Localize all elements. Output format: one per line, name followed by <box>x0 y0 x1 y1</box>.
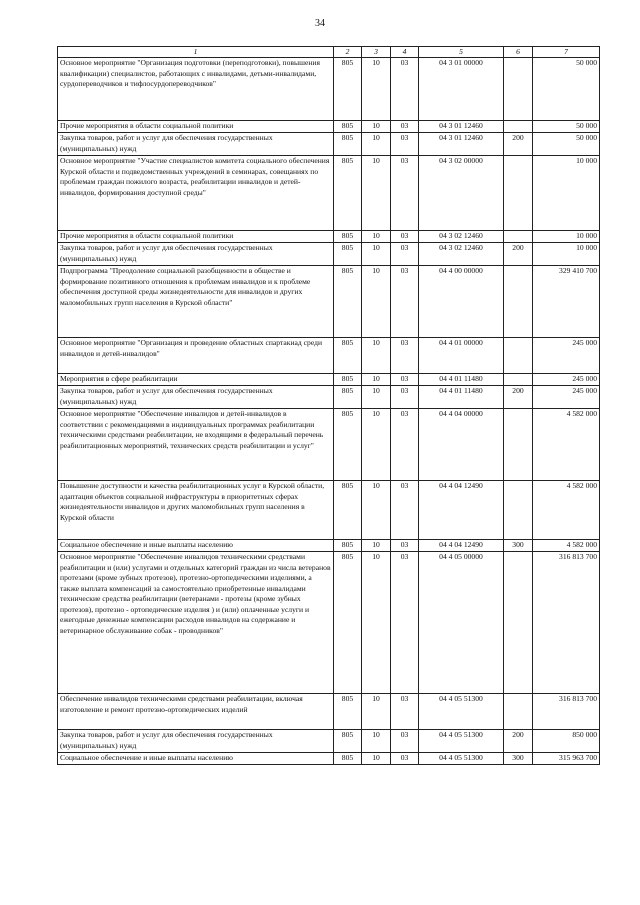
row-amount: 10 000 <box>533 156 600 231</box>
page-number: 34 <box>315 18 325 29</box>
row-subsection: 03 <box>391 374 419 386</box>
row-amount: 4 582 000 <box>533 409 600 481</box>
row-amount: 245 000 <box>533 338 600 374</box>
row-target-article: 04 4 05 51300 <box>419 730 504 753</box>
row-ministry-code: 805 <box>334 481 362 540</box>
row-subsection: 03 <box>391 409 419 481</box>
row-target-article: 04 4 00 00000 <box>419 266 504 338</box>
row-amount: 4 582 000 <box>533 540 600 552</box>
row-target-article: 04 4 04 12490 <box>419 481 504 540</box>
row-expense-type: 200 <box>504 133 533 156</box>
row-expense-type <box>504 266 533 338</box>
row-section: 10 <box>362 121 391 133</box>
row-ministry-code: 805 <box>334 266 362 338</box>
table-row <box>58 730 600 753</box>
row-subsection: 03 <box>391 730 419 753</box>
row-section: 10 <box>362 58 391 121</box>
row-expense-type <box>504 58 533 121</box>
row-section: 10 <box>362 266 391 338</box>
row-amount: 316 813 700 <box>533 552 600 694</box>
row-name: Повышение доступности и качества реабилитационных услуг в Курской области, адаптация объектов социальной инфраструктуры в приоритетных сферах жизнедеятельности инвалидов и других маломобильных групп населения в Курской области <box>58 481 334 540</box>
row-ministry-code: 805 <box>334 409 362 481</box>
row-name: Основное мероприятие "Обеспечение инвалидов техническими средствами реабилитации и (или) услугами и отдельных категорий граждан из числа ветеранов протезами (кроме зубных протезов), протезно-ортопедическими изделиями, а также выплата компенсаций за самостоятельно приобретенные инвалидами технические средства реабилитации (ветеранами - протезы (кроме зубных протезов), протезно - ортопедические изделия ) и (или) оплаченные услуги и ежегодные денежные компенсации расходов инвалидов на содержание и ветеринарное обслуживание собак - проводников" <box>58 552 334 694</box>
row-target-article: 04 3 02 12460 <box>419 243 504 266</box>
header-col-1: 1 <box>58 47 334 58</box>
row-expense-type: 200 <box>504 730 533 753</box>
row-ministry-code: 805 <box>334 386 362 409</box>
table-row <box>58 753 600 765</box>
row-subsection: 03 <box>391 231 419 243</box>
row-section: 10 <box>362 753 391 765</box>
row-ministry-code: 805 <box>334 156 362 231</box>
row-name: Закупка товаров, работ и услуг для обеспечения государственных (муниципальных) нужд <box>58 386 334 409</box>
row-subsection: 03 <box>391 552 419 694</box>
row-expense-type <box>504 121 533 133</box>
row-ministry-code: 805 <box>334 243 362 266</box>
header-col-4: 4 <box>391 47 419 58</box>
row-expense-type <box>504 156 533 231</box>
row-amount: 245 000 <box>533 386 600 409</box>
budget-table <box>57 46 600 765</box>
row-amount: 50 000 <box>533 58 600 121</box>
row-target-article: 04 4 01 00000 <box>419 338 504 374</box>
row-section: 10 <box>362 552 391 694</box>
row-expense-type <box>504 338 533 374</box>
table-row <box>58 694 600 730</box>
row-expense-type: 300 <box>504 753 533 765</box>
row-name: Социальное обеспечение и иные выплаты населению <box>58 753 334 765</box>
row-expense-type <box>504 694 533 730</box>
row-expense-type <box>504 552 533 694</box>
table-row <box>58 386 600 409</box>
row-amount: 50 000 <box>533 121 600 133</box>
row-target-article: 04 4 05 51300 <box>419 694 504 730</box>
row-target-article: 04 4 01 11480 <box>419 374 504 386</box>
header-col-5: 5 <box>419 47 504 58</box>
row-amount: 329 410 700 <box>533 266 600 338</box>
row-amount: 315 963 700 <box>533 753 600 765</box>
row-ministry-code: 805 <box>334 133 362 156</box>
row-expense-type <box>504 481 533 540</box>
row-section: 10 <box>362 231 391 243</box>
row-ministry-code: 805 <box>334 694 362 730</box>
row-expense-type <box>504 374 533 386</box>
row-subsection: 03 <box>391 481 419 540</box>
row-subsection: 03 <box>391 694 419 730</box>
row-name: Подпрограмма "Преодоление социальной разобщенности в обществе и формирование позитивного отношения к проблемам инвалидов и к проблеме обеспечения доступной среды жизнедеятельности для инвалидов и других маломобильных групп населения в Курской области" <box>58 266 334 338</box>
row-subsection: 03 <box>391 266 419 338</box>
table-row <box>58 552 600 694</box>
header-col-2: 2 <box>334 47 362 58</box>
header-row <box>58 47 600 58</box>
header-col-6: 6 <box>504 47 533 58</box>
header-col-7: 7 <box>533 47 600 58</box>
row-subsection: 03 <box>391 540 419 552</box>
row-name: Основное мероприятие "Участие специалистов комитета социального обеспечения Курской области и подведомственных учреждений в семинарах, совещаниях по проблемам граждан пожилого возраста, реабилитации инвалидов и детей-инвалидов, формирования доступной среды" <box>58 156 334 231</box>
row-subsection: 03 <box>391 156 419 231</box>
table-row <box>58 58 600 121</box>
row-subsection: 03 <box>391 121 419 133</box>
row-target-article: 04 4 01 11480 <box>419 386 504 409</box>
table-row <box>58 133 600 156</box>
row-section: 10 <box>362 409 391 481</box>
row-ministry-code: 805 <box>334 338 362 374</box>
row-name: Основное мероприятие "Организация и проведение областных спартакиад среди инвалидов и детей-инвалидов" <box>58 338 334 374</box>
table-row <box>58 338 600 374</box>
row-target-article: 04 4 05 00000 <box>419 552 504 694</box>
row-expense-type: 200 <box>504 386 533 409</box>
header-col-3: 3 <box>362 47 391 58</box>
row-ministry-code: 805 <box>334 540 362 552</box>
row-ministry-code: 805 <box>334 58 362 121</box>
row-subsection: 03 <box>391 753 419 765</box>
row-target-article: 04 4 05 51300 <box>419 753 504 765</box>
table-row <box>58 231 600 243</box>
row-target-article: 04 3 01 12460 <box>419 121 504 133</box>
row-target-article: 04 3 01 00000 <box>419 58 504 121</box>
row-section: 10 <box>362 730 391 753</box>
row-name: Основное мероприятие "Обеспечение инвалидов и детей-инвалидов в соответствии с рекомендациями в индивидуальных программах реабилитации техническими средствами реабилитации, не входящими в федеральный перечень реабилитационных мероприятий, технических средств реабилитации и услуг" <box>58 409 334 481</box>
table-row <box>58 156 600 231</box>
row-expense-type: 300 <box>504 540 533 552</box>
row-section: 10 <box>362 338 391 374</box>
row-name: Прочие мероприятия в области социальной политики <box>58 231 334 243</box>
row-subsection: 03 <box>391 58 419 121</box>
row-amount: 4 582 000 <box>533 481 600 540</box>
row-subsection: 03 <box>391 338 419 374</box>
row-name: Прочие мероприятия в области социальной политики <box>58 121 334 133</box>
row-name: Закупка товаров, работ и услуг для обеспечения государственных (муниципальных) нужд <box>58 730 334 753</box>
row-section: 10 <box>362 481 391 540</box>
row-subsection: 03 <box>391 386 419 409</box>
row-ministry-code: 805 <box>334 121 362 133</box>
row-name: Основное мероприятие "Организация подготовки (переподготовки), повышения квалификации) специалистов, работающих с инвалидами, детьми-инвалидами, сурдопереводчиков и тифлосурдопереводчиков" <box>58 58 334 121</box>
row-section: 10 <box>362 243 391 266</box>
row-ministry-code: 805 <box>334 730 362 753</box>
table-row <box>58 409 600 481</box>
table-row <box>58 243 600 266</box>
row-amount: 10 000 <box>533 231 600 243</box>
row-name: Социальное обеспечение и иные выплаты населению <box>58 540 334 552</box>
row-ministry-code: 805 <box>334 753 362 765</box>
row-name: Мероприятия в сфере реабилитации <box>58 374 334 386</box>
row-section: 10 <box>362 694 391 730</box>
row-ministry-code: 805 <box>334 552 362 694</box>
row-section: 10 <box>362 133 391 156</box>
row-expense-type <box>504 409 533 481</box>
row-amount: 850 000 <box>533 730 600 753</box>
row-section: 10 <box>362 374 391 386</box>
row-target-article: 04 3 01 12460 <box>419 133 504 156</box>
row-name: Закупка товаров, работ и услуг для обеспечения государственных (муниципальных) нужд <box>58 133 334 156</box>
row-amount: 50 000 <box>533 133 600 156</box>
table-row <box>58 540 600 552</box>
table-row <box>58 481 600 540</box>
row-amount: 10 000 <box>533 243 600 266</box>
row-ministry-code: 805 <box>334 231 362 243</box>
row-expense-type <box>504 231 533 243</box>
row-target-article: 04 4 04 12490 <box>419 540 504 552</box>
row-name: Обеспечение инвалидов техническими средствами реабилитации, включая изготовление и ремонт протезно-ортопедических изделий <box>58 694 334 730</box>
row-target-article: 04 4 04 00000 <box>419 409 504 481</box>
row-section: 10 <box>362 386 391 409</box>
row-section: 10 <box>362 540 391 552</box>
row-target-article: 04 3 02 00000 <box>419 156 504 231</box>
table-row <box>58 121 600 133</box>
row-expense-type: 200 <box>504 243 533 266</box>
table-row <box>58 266 600 338</box>
row-amount: 245 000 <box>533 374 600 386</box>
row-section: 10 <box>362 156 391 231</box>
row-name: Закупка товаров, работ и услуг для обеспечения государственных (муниципальных) нужд <box>58 243 334 266</box>
row-subsection: 03 <box>391 243 419 266</box>
table-row <box>58 374 600 386</box>
row-ministry-code: 805 <box>334 374 362 386</box>
row-amount: 316 813 700 <box>533 694 600 730</box>
row-target-article: 04 3 02 12460 <box>419 231 504 243</box>
row-subsection: 03 <box>391 133 419 156</box>
